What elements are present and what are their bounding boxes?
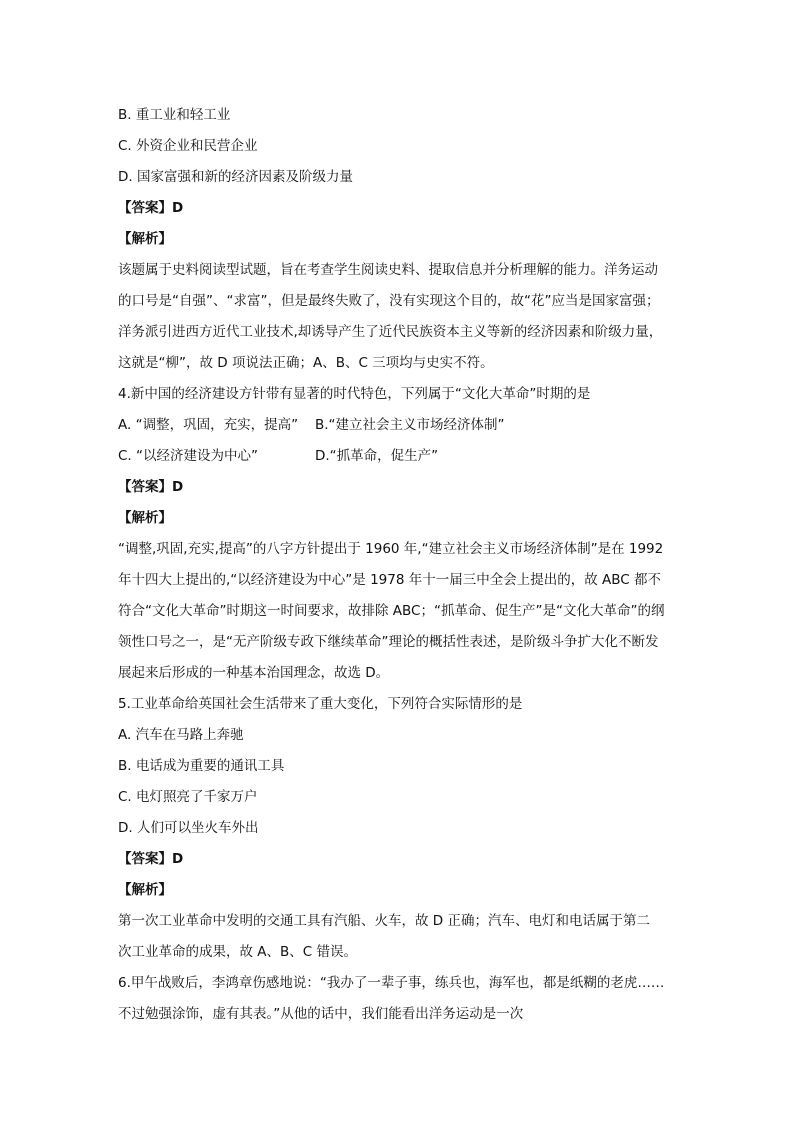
document-body: [118, 100, 690, 1030]
q3-analysis-line: 的口号是“自强”、“求富”，但是最终失败了，没有实现这个目的，故“花”应当是国家富强；: [118, 293, 660, 309]
q6-stem-line: 6.甲午战败后，李鸿章伤感地说：“我办了一辈子事，练兵也，海军也，都是纸糊的老虎……: [118, 975, 665, 991]
q4-answer: 【答案】D: [118, 479, 184, 495]
q3-analysis-line: 洋务派引进西方近代工业技术,却诱导产生了近代民族资本主义等新的经济因素和阶级力量，: [118, 324, 663, 340]
q4-option-a: A. “调整，巩固，充实，提高”: [118, 417, 299, 433]
q5-option-c: C. 电灯照亮了千家万户: [118, 789, 258, 805]
q5-analysis-line: 次工业革命的成果，故 A、B、C 错误。: [118, 944, 358, 960]
q4-analysis-label: 【解析】: [118, 510, 172, 526]
q4-options-row-2: [118, 441, 690, 472]
q6-stem-line: 不过勉强涂饰，虚有其表。”从他的话中，我们能看出洋务运动是一次: [118, 1006, 524, 1022]
q3-option-b: B. 重工业和轻工业: [118, 107, 231, 123]
q5-stem: 5.工业革命给英国社会生活带来了重大变化，下列符合实际情形的是: [118, 696, 523, 712]
q5-option-d: D. 人们可以坐火车外出: [118, 820, 259, 836]
q4-analysis-line: 展起来后形成的一种基本治国理念，故选 D。: [118, 665, 390, 681]
q4-options-row-1: [118, 410, 690, 441]
q5-analysis-label: 【解析】: [118, 882, 172, 898]
q4-option-c: C. “以经济建设为中心”: [118, 448, 258, 464]
q3-analysis-label: 【解析】: [118, 231, 172, 247]
q3-option-c: C. 外资企业和民营企业: [118, 138, 258, 154]
q4-analysis-line: “调整,巩固,充实,提高”的八字方针提出于 1960 年,“建立社会主义市场经济体制”是在 1992: [118, 541, 664, 557]
q4-analysis-line: 符合“文化大革命”时期这一时间要求，故排除 ABC；“抓革命、促生产”是“文化大革命”的纲: [118, 603, 665, 619]
q4-analysis-line: 年十四大上提出的,“以经济建设为中心”是 1978 年十一届三中全会上提出的，故 ABC 都不: [118, 572, 661, 588]
q5-option-b: B. 电话成为重要的通讯工具: [118, 758, 285, 774]
q3-analysis-line: 这就是“柳”，故 D 项说法正确；A、B、C 三项均与史实不符。: [118, 355, 494, 371]
q3-analysis-line: 该题属于史料阅读型试题，旨在考查学生阅读史料、提取信息并分析理解的能力。洋务运动: [118, 262, 658, 278]
q4-analysis-line: 领性口号之一，是“无产阶级专政下继续革命”理论的概括性表述，是阶级斗争扩大化不断发: [118, 634, 659, 650]
q3-option-d: D. 国家富强和新的经济因素及阶级力量: [118, 169, 353, 185]
q4-option-b: B.“建立社会主义市场经济体制”: [315, 417, 505, 433]
q4-stem: 4.新中国的经济建设方针带有显著的时代特色，下列属于“文化大革命”时期的是: [118, 386, 591, 402]
q5-answer: 【答案】D: [118, 851, 184, 867]
q3-answer: 【答案】D: [118, 200, 184, 216]
q5-analysis-line: 第一次工业革命中发明的交通工具有汽船、火车，故 D 正确；汽车、电灯和电话属于第二: [118, 913, 650, 929]
q5-option-a: A. 汽车在马路上奔驰: [118, 727, 244, 743]
q4-option-d: D.“抓革命，促生产”: [315, 448, 439, 464]
